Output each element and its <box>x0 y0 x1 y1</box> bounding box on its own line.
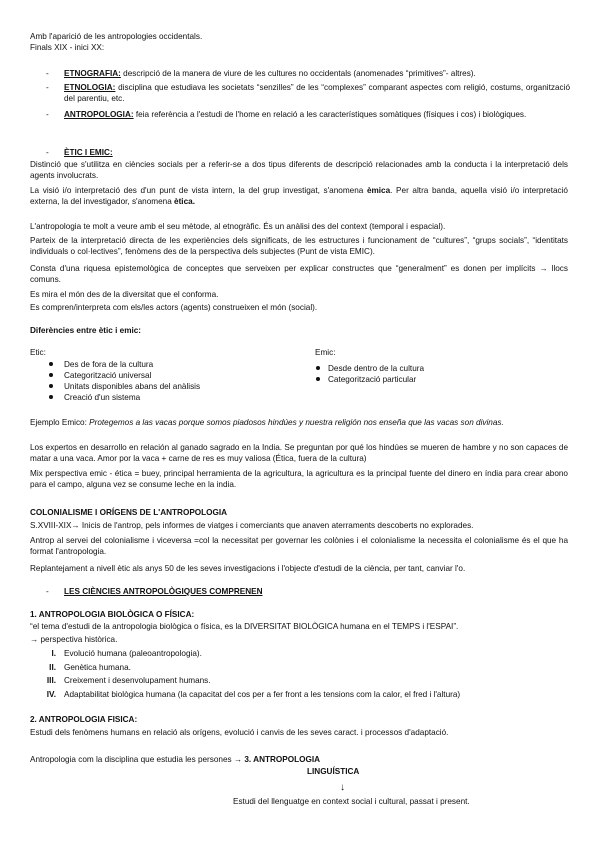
bullet-icon <box>49 395 53 399</box>
def-term: ETNOLOGIA: <box>64 83 116 92</box>
ejemplo-p1: Los expertos en desarrollo en relación al ganado sagrado en la India. Se preguntan por qué los hindúes se mueren de hambre y no son capaces de matar a una vaca. Amor por la vaca + carne de res es muy valiosa (Ética, fuera de la cultura) <box>30 443 568 463</box>
colonialisme-p3: Replantejament a nivell ètic als anys 50 de les seves investigacions i l'objecte d'estudi de la ciència, per tant, canviar l'o. <box>30 564 466 573</box>
emic-item: Desde dentro de la cultura <box>328 364 425 373</box>
etic-item: Creació d'un sistema <box>64 393 141 402</box>
etic-p4: Parteix de la interpretació directa de les experiències dels significats, de les estructures i funcionament de “cultures”, “grups socials”, “identitats individuals o col·lectives”, fenòmens des de la perspectiva dels subjectes (Punt de vista EMIC). <box>30 236 568 256</box>
roman-item: Evolució humana (paleoantropologia). <box>64 649 202 658</box>
dash-bullet: - <box>46 69 49 78</box>
etic-p3: L'antropologia te molt a veure amb el seu mètode, al etnogràfic. És un anàlisi des del context (temporal i espacial). <box>30 222 446 231</box>
roman-numeral: IV. <box>46 690 56 699</box>
down-arrow-icon: ↓ <box>340 782 345 793</box>
ejemplo-quote: Protegemos a las vacas porque somos piadosos hindúes y nuestra religión nos enseña que las vacas son divinas. <box>89 418 504 427</box>
def-term: ETNOGRAFIA: <box>64 69 121 78</box>
fisica-heading: 2. ANTROPOLOGIA FISICA: <box>30 715 138 724</box>
etic-heading: ÈTIC I EMIC: <box>64 148 113 157</box>
roman-item: Creixement i desenvolupament humans. <box>64 676 211 685</box>
roman-item: Genètica humana. <box>64 663 131 672</box>
diff-heading: Diferències entre ètic i emic: <box>30 326 142 335</box>
ciencies-heading: LES CIÈNCIES ANTROPOLÒGIQUES COMPRENEN <box>64 587 263 596</box>
bullet-icon <box>316 366 320 370</box>
roman-item: Adaptabilitat biològica humana (la capacitat del cos per a fer front a les tensions com la calor, el fred i l'altura) <box>64 690 461 699</box>
fisica-text: Estudi dels fenòmens humans en relació als orígens, evolució i canvis de les seves caract. i processos d'adaptació. <box>30 728 449 737</box>
intro-line-1: Amb l'aparició de les antropologies occidentals. <box>30 32 203 41</box>
etic-p7: Es compren/interpreta com els/les actors (agents) construeixen el món (social). <box>30 303 318 312</box>
roman-numeral: III. <box>46 676 56 685</box>
bullet-icon <box>49 362 53 366</box>
dash-bullet: - <box>46 587 49 596</box>
linguistica-desc: Estudi del llenguatge en context social i cultural, passat i present. <box>233 797 470 806</box>
dash-bullet: - <box>46 148 49 157</box>
roman-numeral: I. <box>51 649 56 658</box>
def-antropologia <box>64 109 570 120</box>
linguistica-heading-2: LINGUÍSTICA <box>307 767 360 776</box>
dash-bullet: - <box>46 110 49 119</box>
emic-label: Emic: <box>315 348 336 357</box>
def-etnologia <box>64 82 570 104</box>
roman-numeral: II. <box>49 663 56 672</box>
linguistica-heading: 3. ANTROPOLOGIA <box>244 755 321 764</box>
colonialisme-p1: S.XVIII-XIX→ Inicis de l'antrop, pels informes de viatges i comerciants que anaven aterraments descoberts no explorades. <box>30 521 474 530</box>
emic-item: Categorització particular <box>328 375 417 384</box>
etic-p1: Distinció que s'utilitza en ciències socials per a referir-se a dos tipus diferents de descripció relacionades amb la conducta i la interpretació dels agents involucrats. <box>30 160 568 180</box>
def-text: descripció de la manera de viure de les cultures no occidentals (anomenades “primitives”- altres). <box>120 69 476 78</box>
etic-p2-text: . Per altra banda, aquella visió i/o interpretació externa, la del investigador, s'anomena <box>30 186 568 206</box>
etic-item: Categorització universal <box>64 371 152 380</box>
intro-line-2: Finals XIX - inici XX: <box>30 43 105 52</box>
etic-p6: Es mira el món des de la diversitat que el conforma. <box>30 290 219 299</box>
ejemplo-p2: Mix perspectiva emic - ética = buey, principal herramienta de la agricultura, la agricultura es la principal fuente del dinero en índia para crear abono para el campo, alguna vez se consume leche en la india. <box>30 469 568 489</box>
etic-item: Unitats disponibles abans del anàlisis <box>64 382 201 391</box>
etic-p2-emica: èmica <box>366 186 391 195</box>
etic-p2 <box>30 185 568 207</box>
def-text: disciplina que estudiava les societats “senzilles” de les “complexes” comparant aspectes com religió, costums, organització del parentiu, etc. <box>64 83 570 103</box>
colonialisme-p2: Antrop al servei del colonialisme i viceversa =col la necessitat per governar les colònies i el colonialisme la necessita el colonialisme és el que ha format l'antropologia. <box>30 536 568 556</box>
etic-item: Des de fora de la cultura <box>64 360 154 369</box>
etic-p2-text: La visió i/o interpretació des d'un punt de vista intern, la del grup investigat, s'anomena <box>30 186 367 195</box>
colonialisme-heading: COLONIALISME I ORÍGENS DE L'ANTROPOLOGIA <box>30 508 228 517</box>
linguistica-intro <box>30 754 320 765</box>
def-text: feia referència a l'estudi de l'home en relació a les característiques somàtiques (físiques i cos) i biològiques. <box>133 110 527 119</box>
etic-label: Etic: <box>30 348 46 357</box>
etic-p5: Consta d'una riquesa epistemològica de conceptes que serveixen per explicar constructes que “generalment” es donen per implícits → llocs comuns. <box>30 264 568 284</box>
dash-bullet: - <box>46 83 49 92</box>
bio-heading: 1. ANTROPOLOGIA BIOLÒGICA O FÍSICA: <box>30 610 195 619</box>
bullet-icon <box>49 384 53 388</box>
ejemplo-emico <box>30 417 568 428</box>
linguistica-pre: Antropologia com la disciplina que estudia les persones → <box>30 755 245 764</box>
def-term: ANTROPOLOGIA: <box>64 110 134 119</box>
bio-perspective: → perspectiva històrica. <box>30 635 118 644</box>
etic-p2-etica: ètica. <box>174 197 195 206</box>
bullet-icon <box>49 373 53 377</box>
ejemplo-label: Ejemplo Emico: <box>30 418 90 427</box>
def-etnografia <box>64 68 570 79</box>
bio-quote: “el tema d'estudi de la antropologia biològica o física, es la DIVERSITAT BIOLÒGICA humana en el TEMPS i l'ESPAI”. <box>30 622 459 631</box>
bullet-icon <box>316 377 320 381</box>
